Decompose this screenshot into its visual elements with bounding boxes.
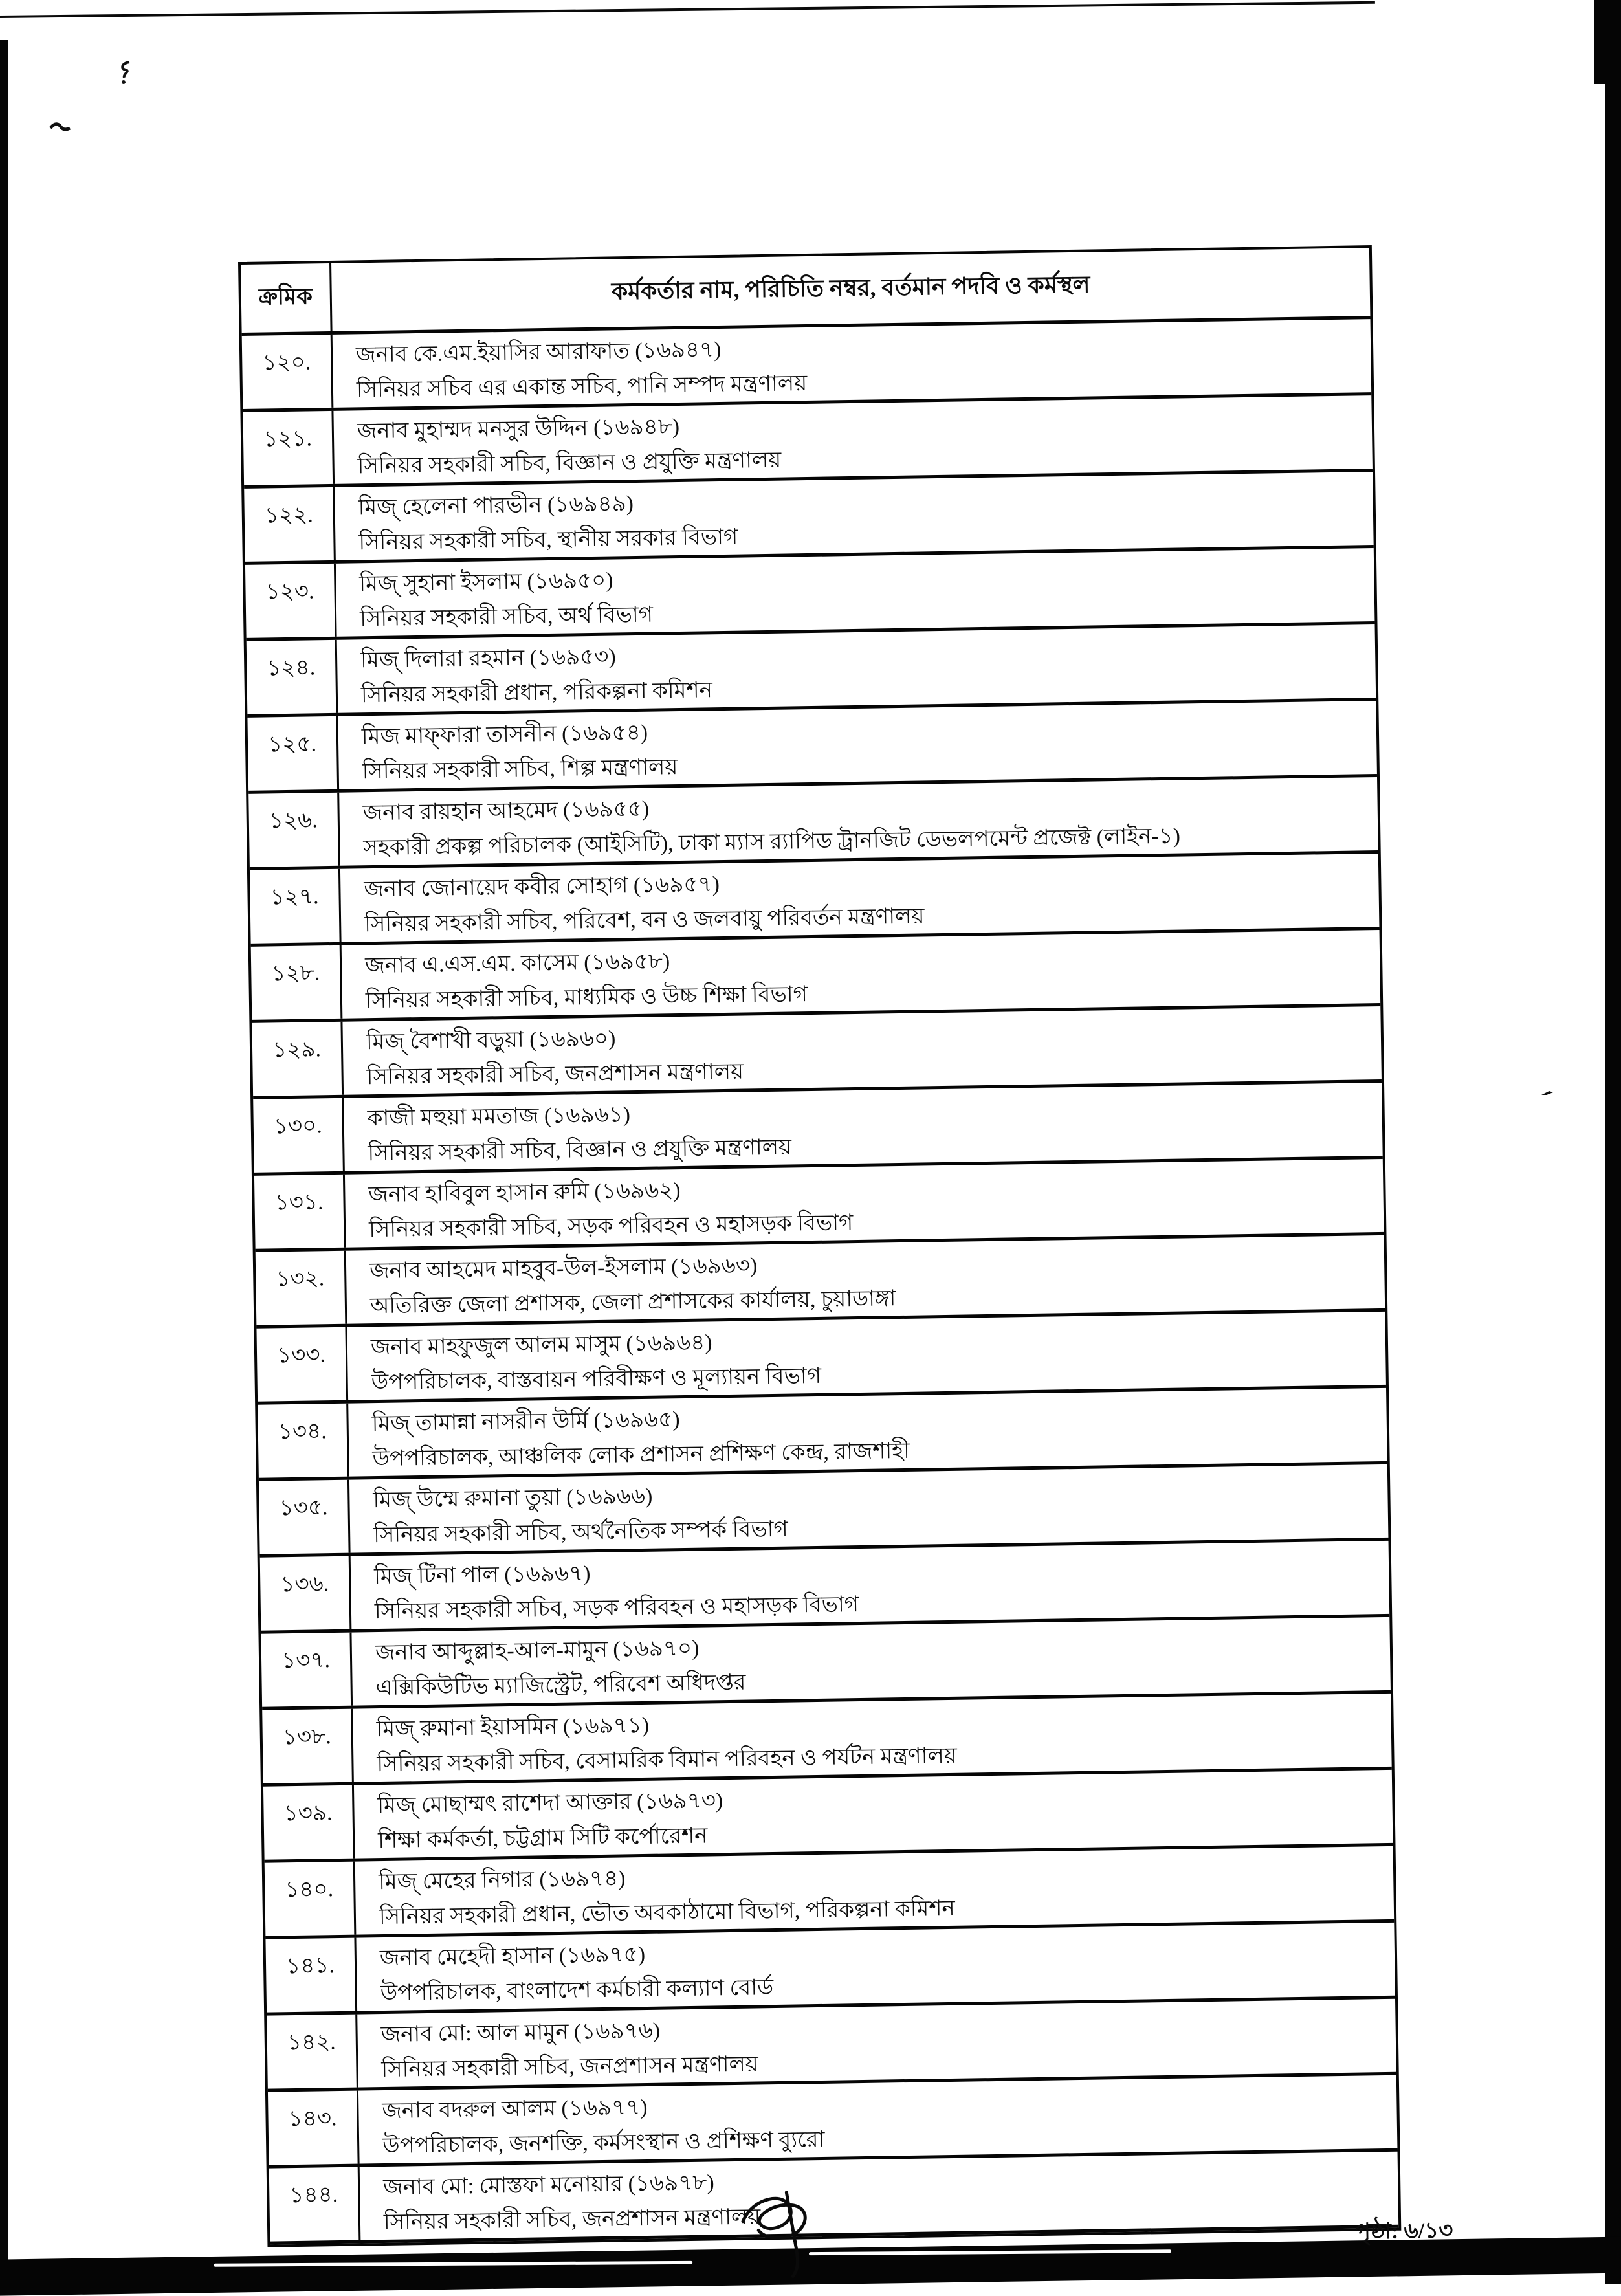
row-details <box>336 548 1374 637</box>
officer-designation: উপপরিচালক, বাংলাদেশ কর্মচারী কল্যাণ বোর্ড <box>380 1976 774 2006</box>
row-details <box>342 930 1380 1019</box>
row-details <box>346 1235 1385 1324</box>
officer-name: মিজ্ উম্মে রুমানা তুয়া (১৬৯৬৬) <box>373 1484 653 1513</box>
row-details <box>353 1694 1391 1782</box>
row-details <box>333 319 1371 408</box>
officer-name: জনাব কে.এম.ইয়াসির আরাফাত (১৬৯৪৭) <box>355 337 722 368</box>
officer-name: জনাব মুহাম্মদ মনসুর উদ্দিন (১৬৯৪৮) <box>357 414 680 444</box>
row-details <box>351 1617 1390 1706</box>
officer-designation: সিনিয়র সহকারী প্রধান, পরিকল্পনা কমিশন <box>360 678 713 708</box>
row-serial: ১৪৪. <box>269 2167 361 2242</box>
row-serial: ১৩৬. <box>260 1556 352 1631</box>
officer-designation: সিনিয়র সহকারী সচিব, অর্থ বিভাগ <box>359 602 654 632</box>
signature-scribble <box>724 2186 861 2279</box>
row-details <box>358 2075 1397 2164</box>
officer-name: জনাব রায়হান আহমেদ (১৬৯৫৫) <box>362 797 650 826</box>
officer-name: মিজ্ দিলারা রহমান (১৬৯৫৩) <box>360 645 616 673</box>
officer-name: জনাব হাবিবুল হাসান রুমি (১৬৯৬২) <box>368 1178 681 1208</box>
officer-designation: সিনিয়র সহকারী প্রধান, ভৌত অবকাঠামো বিভাগ, পরিকল্পনা কমিশন <box>379 1896 956 1930</box>
row-details <box>333 395 1372 484</box>
officer-designation: সিনিয়র সহকারী সচিব, মাধ্যমিক ও উচ্চ শিক্ষা বিভাগ <box>365 982 808 1013</box>
officer-designation: সিনিয়র সহকারী সচিব, বিজ্ঞান ও প্রযুক্তি মন্ত্রণালয় <box>368 1135 792 1166</box>
officer-designation: উপপরিচালক, আঞ্চলিক লোক প্রশাসন প্রশিক্ষণ কেন্দ্র, রাজশাহী <box>372 1439 910 1472</box>
row-serial: ১৩১. <box>254 1175 346 1249</box>
officer-name: জনাব বদরুল আলম (১৬৯৭৭) <box>382 2095 648 2124</box>
row-details <box>357 1999 1396 2088</box>
officer-designation: সিনিয়র সহকারী সচিব, জনপ্রশাসন মন্ত্রণালয় <box>366 1059 744 1090</box>
officer-designation: সিনিয়র সহকারী সচিব, অর্থনৈতিক সম্পর্ক বিভাগ <box>373 1517 789 1548</box>
row-serial: ১৩৫. <box>259 1480 351 1554</box>
officer-designation: সহকারী প্রকল্প পরিচালক (আইসিটি), ঢাকা ম্যাস র‍্যাপিড ট্রানজিট ডেভলপমেন্ট প্রজেক্ট (লাইন-১) <box>363 824 1181 861</box>
officer-designation: সিনিয়র সহকারী সচিব, জনপ্রশাসন মন্ত্রণালয় <box>383 2205 761 2235</box>
row-serial: ১৩৪. <box>258 1404 349 1478</box>
row-details <box>342 1006 1381 1095</box>
officer-name: মিজ্ বৈশাখী বড়ুয়া (১৬৯৬০) <box>366 1026 616 1055</box>
officer-designation: সিনিয়র সহকারী সচিব, জনপ্রশাসন মন্ত্রণালয় <box>381 2052 759 2082</box>
officer-designation: সিনিয়র সহকারী সচিব, সড়ক পরিবহন ও মহাসড়ক বিভাগ <box>374 1593 859 1624</box>
row-details <box>348 1388 1387 1477</box>
row-details <box>338 701 1377 789</box>
officer-designation: সিনিয়র সহকারী সচিব, পরিবেশ, বন ও জলবায়ু পরিবর্তন মন্ত্রণালয় <box>364 904 925 937</box>
officer-designation: শিক্ষা কর্মকর্তা, চট্টগ্রাম সিটি কর্পোরেশন <box>377 1824 708 1853</box>
table-body <box>242 319 1399 2245</box>
row-serial: ১৪০. <box>265 1862 357 1936</box>
row-serial: ১২৮. <box>251 945 343 1020</box>
officer-designation: সিনিয়র সচিব এর একান্ত সচিব, পানি সম্পদ মন্ত্রণালয় <box>356 371 808 403</box>
officer-designation: সিনিয়র সহকারী সচিব, বেসামরিক বিমান পরিবহন ও পর্যটন মন্ত্রণালয় <box>377 1743 958 1777</box>
officer-designation: উপপরিচালক, বাস্তবায়ন পরিবীক্ষণ ও মূল্যায়ন বিভাগ <box>371 1363 822 1395</box>
row-details <box>337 624 1376 713</box>
row-details <box>345 1159 1384 1248</box>
row-details <box>340 854 1380 942</box>
row-serial: ১৩৭. <box>261 1633 353 1707</box>
row-details <box>355 1846 1394 1935</box>
officer-designation: সিনিয়র সহকারী সচিব, স্থানীয় সরকার বিভাগ <box>358 525 738 555</box>
row-serial: ১৩২. <box>256 1251 347 1325</box>
row-serial: ১৪৩. <box>268 2091 360 2165</box>
officer-name: মিজ মাফ্‌ফারা তাসনীন (১৬৯৫৪) <box>361 720 648 749</box>
row-serial: ১২৬. <box>248 793 340 867</box>
officer-designation: অতিরিক্ত জেলা প্রশাসক, জেলা প্রশাসকের কার্যালয়, চুয়াডাঙ্গা <box>369 1286 896 1319</box>
row-serial: ১২৭. <box>250 869 342 944</box>
row-serial: ১২৩. <box>245 564 337 638</box>
row-serial: ১২০. <box>242 335 334 409</box>
row-serial: ১৩৩. <box>256 1327 348 1402</box>
officer-name: জনাব জোনায়েদ কবীর সোহাগ (১৬৯৫৭) <box>364 872 720 902</box>
officer-name: জনাব আব্দুল্লাহ-আল-মামুন (১৬৯৭০) <box>375 1636 700 1666</box>
row-serial: ১৪১. <box>265 1938 357 2013</box>
page-number: পৃষ্ঠা: ৬/১৩ <box>1355 2218 1453 2244</box>
officer-name: মিজ্ হেলেনা পারভীন (১৬৯৪৯) <box>358 492 634 520</box>
officer-name: মিজ্ টিনা পাল (১৬৯৬৭) <box>373 1562 591 1589</box>
officer-name: মিজ্ তামান্না নাসরীন উর্মি (১৬৯৬৫) <box>371 1407 680 1437</box>
row-details <box>356 1923 1395 2011</box>
officer-designation: উপপরিচালক, জনশক্তি, কর্মসংস্থান ও প্রশিক্ষণ ব্যুরো <box>382 2127 825 2159</box>
officer-designation: সিনিয়র সহকারী সচিব, বিজ্ঞান ও প্রযুক্তি মন্ত্রণালয় <box>357 448 782 479</box>
row-details <box>339 777 1378 866</box>
officer-name: মিজ্ সুহানা ইসলাম (১৬৯৫০) <box>359 568 613 597</box>
row-serial: ১২৫. <box>247 716 339 791</box>
officer-table <box>238 245 1401 2247</box>
header-serial: ক্রমিক <box>241 263 333 333</box>
row-details <box>351 1541 1389 1629</box>
officer-name: জনাব আহমেদ মাহবুব-উল-ইসলাম (১৬৯৬৩) <box>369 1253 758 1284</box>
row-details <box>347 1312 1385 1400</box>
row-details <box>354 1770 1393 1859</box>
row-serial: ১৩০. <box>253 1098 345 1173</box>
row-details <box>344 1083 1382 1171</box>
officer-designation: সিনিয়র সহকারী সচিব, সড়ক পরিবহন ও মহাসড়ক বিভাগ <box>368 1211 854 1242</box>
row-details <box>349 1464 1388 1553</box>
row-serial: ১২৯. <box>252 1022 344 1096</box>
officer-name: জনাব মাহফুজুল আলম মাসুম (১৬৯৬৪) <box>370 1330 712 1360</box>
row-serial: ১২২. <box>244 487 336 562</box>
row-serial: ১৩৯. <box>263 1785 355 1860</box>
row-details <box>360 2152 1399 2240</box>
row-details <box>335 472 1373 560</box>
officer-name: জনাব এ.এস.এম. কাসেম (১৬৯৫৮) <box>364 949 670 978</box>
officer-designation: এক্সিকিউটিভ ম্যাজিস্ট্রেট, পরিবেশ অধিদপ্তর <box>375 1670 746 1701</box>
officer-name: জনাব মেহেদী হাসান (১৬৯৭৫) <box>379 1942 646 1971</box>
officer-name: মিজ্ মোছাম্মৎ রাশেদা আক্তার (১৬৯৭৩) <box>377 1789 723 1818</box>
officer-name: কাজী মহুয়া মমতাজ (১৬৯৬১) <box>367 1103 631 1131</box>
row-serial: ১২৪. <box>247 640 338 714</box>
officer-name: মিজ্ মেহের নিগার (১৬৯৭৪) <box>378 1866 626 1895</box>
row-serial: ১৪২. <box>267 2015 358 2089</box>
officer-name: মিজ্ রুমানা ইয়াসমিন (১৬৯৭১) <box>376 1713 650 1742</box>
officer-designation: সিনিয়র সহকারী সচিব, শিল্প মন্ত্রণালয় <box>362 755 678 784</box>
officer-name: জনাব মো: মোস্তফা মনোয়ার (১৬৯৭৮) <box>382 2170 714 2200</box>
officer-name: জনাব মো: আল মামুন (১৬৯৭৬) <box>380 2018 661 2048</box>
header-details: কর্মকর্তার নাম, পরিচিতি নম্বর, বর্তমান পদবি ও কর্মস্থল <box>611 271 1090 304</box>
row-serial: ১২১. <box>243 411 335 485</box>
row-serial: ১৩৮. <box>262 1709 354 1783</box>
